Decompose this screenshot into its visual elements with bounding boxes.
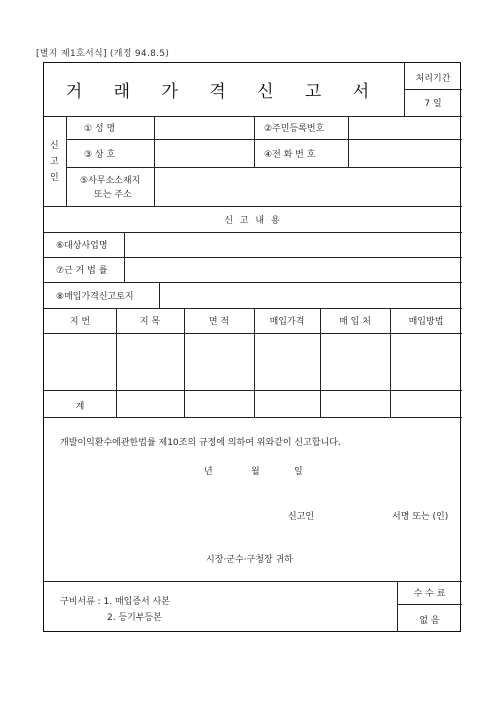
- form-header-note: [별지 제1호서식] (개정 94.8.5): [36, 49, 170, 59]
- address-field[interactable]: [155, 168, 461, 205]
- table-cell-area[interactable]: [185, 334, 254, 390]
- company-field[interactable]: [155, 140, 254, 166]
- signature-label: 신고인: [288, 512, 315, 522]
- signature-sign: 서명 또는 (인): [392, 512, 449, 522]
- documents-label: 구비서류 : 1. 매입증서 사본: [60, 597, 171, 607]
- col-purchase-method: 매입방법: [408, 317, 444, 327]
- date-month: 월: [251, 467, 260, 477]
- rrn-field[interactable]: [349, 117, 461, 138]
- content-header: 신 고 내 용: [224, 216, 282, 226]
- processing-period-value: 7 일: [424, 99, 442, 109]
- company-label: ③ 상 호: [84, 150, 116, 160]
- col-purchase-price: 매입가격: [269, 317, 305, 327]
- rrn-label: ②주민등록번호: [264, 124, 325, 134]
- project-label: ⑥대상사업명: [56, 241, 108, 251]
- date-year: 년: [204, 467, 213, 477]
- phone-label: ④전 화 번 호: [264, 150, 316, 160]
- documents-item2: 2. 등기부등본: [107, 613, 162, 623]
- report-form: [43, 62, 461, 632]
- legal-basis-field[interactable]: [125, 258, 461, 281]
- processing-period-label: 처리기간: [415, 74, 451, 84]
- table-cell-lot[interactable]: [45, 334, 116, 390]
- project-field[interactable]: [125, 233, 461, 256]
- table-cell-price[interactable]: [255, 334, 320, 390]
- land-field[interactable]: [160, 283, 461, 307]
- fee-label: 수 수 료: [413, 589, 446, 599]
- col-land-category: 지 목: [139, 317, 161, 327]
- col-area: 면 적: [208, 317, 230, 327]
- fee-value: 없 음: [419, 616, 440, 626]
- address-label-line2: 또는 주소: [94, 190, 132, 200]
- table-cell-category[interactable]: [117, 334, 184, 390]
- phone-field[interactable]: [349, 140, 461, 166]
- reporter-side-label: 신고인: [50, 141, 59, 183]
- col-lot-number: 지 번: [69, 317, 91, 327]
- table-cell-method[interactable]: [391, 334, 461, 390]
- name-label: ① 성 명: [84, 124, 116, 134]
- date-day: 일: [294, 467, 303, 477]
- legal-basis-label: ⑦근 거 법 률: [56, 266, 108, 276]
- land-label: ⑧매입가격신고토지: [56, 292, 134, 302]
- name-field[interactable]: [155, 117, 254, 138]
- table-total-label: 계: [75, 402, 85, 412]
- table-cell-seller[interactable]: [321, 334, 390, 390]
- recipient-text: 시장·군수·구청장 귀하: [206, 555, 293, 565]
- form-title: 거 래 가 격 신 고 서: [65, 82, 383, 102]
- address-label-line1: ⑤사무소소재지: [80, 176, 141, 186]
- declaration-text: 개발이익환수에관한법률 제10조의 규정에 의하여 위와같이 신고합니다.: [60, 438, 341, 448]
- col-seller: 매 입 처: [339, 317, 371, 327]
